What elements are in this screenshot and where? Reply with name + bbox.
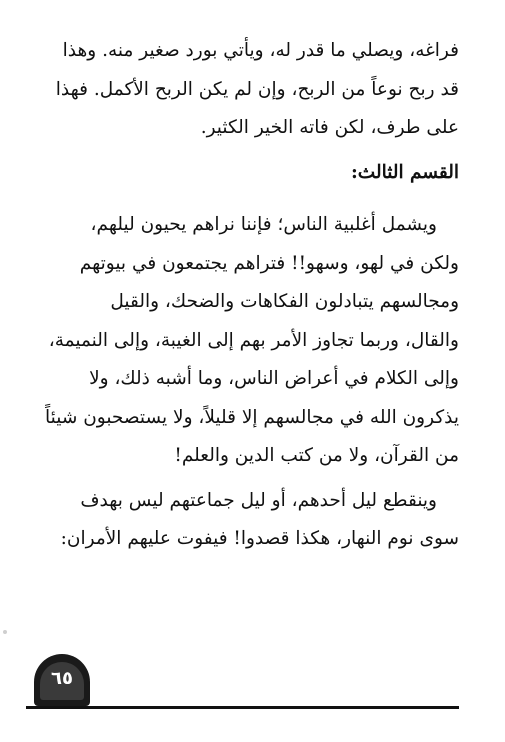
text-line: ومجالسهم يتبادلون الفكاهات والضحك، والقيل (110, 291, 459, 312)
paragraph-3 (30, 482, 459, 559)
footer-rule (26, 706, 459, 709)
text-line: والقال، وربما تجاوز الأمر بهم إلى الغيبة، وإلى النميمة، (48, 329, 459, 351)
text-line: ولكن في لهو، وسهو!! فتراهم يجتمعون في بيوتهم (79, 252, 459, 274)
paragraph-1 (30, 32, 459, 148)
text-line: فراغه، ويصلي ما قدر له، ويأتي بورد صغير منه. وهذا (62, 40, 459, 61)
text-line: ويشمل أغلبية الناس؛ فإننا نراهم يحيون ليلهم، (90, 214, 437, 235)
scan-speck (3, 630, 7, 634)
text-line: يذكرون الله في مجالسهم إلا قليلاً، ولا يستصحبون شيئاً (45, 406, 459, 428)
page-number: ٦٥ (51, 668, 73, 689)
page-number-badge (34, 654, 90, 706)
text-line: وينقطع ليل أحدهم، أو ليل جماعتهم ليس بهدف (80, 489, 437, 511)
text-line: قد ربح نوعاً من الربح، وإن لم يكن الربح الأكمل. فهذا (55, 78, 459, 100)
text-line: سوى نوم النهار، هكذا قصدوا! فيفوت عليهم الأمران: (60, 528, 459, 549)
text-line: على طرف، لكن فاته الخير الكثير. (200, 117, 459, 138)
page-body (30, 32, 459, 559)
text-line: وإلى الكلام في أعراض الناس، وما أشبه ذلك، ولا (89, 368, 459, 389)
paragraph-2 (30, 206, 459, 476)
section-heading: القسم الثالث: (350, 161, 459, 183)
page-footer (26, 650, 459, 710)
text-line: من القرآن، ولا من كتب الدين والعلم! (174, 445, 459, 466)
